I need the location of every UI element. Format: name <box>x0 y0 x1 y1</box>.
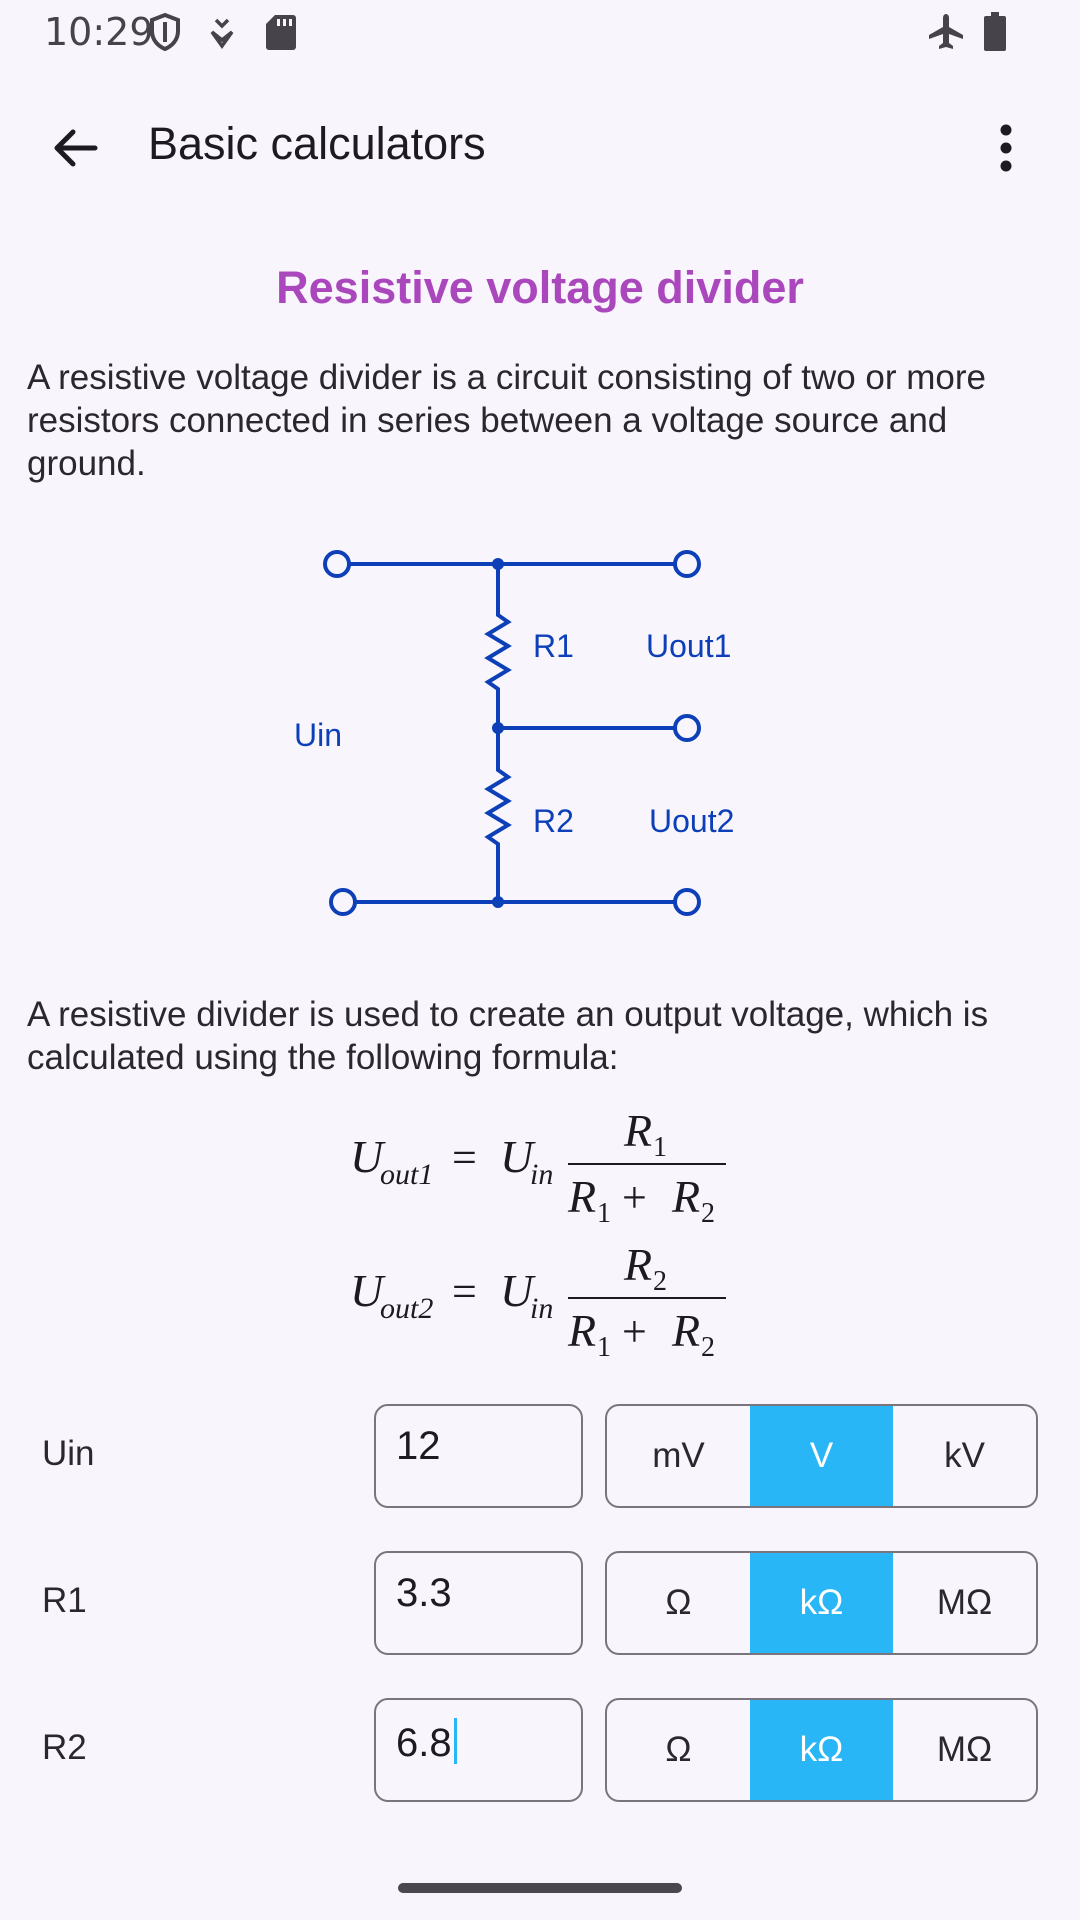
text-cursor <box>454 1718 457 1764</box>
r2-input[interactable] <box>374 1698 583 1802</box>
svg-text:U: U <box>500 1265 534 1316</box>
status-bar <box>0 0 1080 64</box>
uin-row <box>0 1404 1080 1508</box>
download-icon <box>208 16 236 55</box>
svg-text:U: U <box>350 1265 384 1316</box>
sd-card-icon <box>266 14 296 55</box>
svg-text:R: R <box>624 1239 653 1290</box>
formula-uout1 <box>340 1105 760 1229</box>
unit-v-button[interactable]: V <box>750 1406 893 1506</box>
circuit-label-r1: R1 <box>533 628 574 664</box>
r1-unit-mohm-button[interactable]: MΩ <box>936 1583 993 1622</box>
r1-unit-kohm-button[interactable]: kΩ <box>750 1553 893 1653</box>
svg-text:R: R <box>568 1171 597 1222</box>
more-options-button[interactable] <box>976 114 1036 182</box>
circuit-diagram <box>294 530 780 930</box>
circuit-label-uout1: Uout1 <box>646 628 732 664</box>
r2-unit-mohm-button[interactable]: MΩ <box>936 1730 993 1769</box>
svg-text:2: 2 <box>653 1266 667 1297</box>
svg-text:in: in <box>530 1158 554 1191</box>
r2-value: 6.8 <box>396 1721 452 1765</box>
status-time: 10:29 <box>44 10 154 54</box>
uin-input[interactable] <box>374 1404 583 1508</box>
r1-input[interactable] <box>374 1551 583 1655</box>
shield-icon <box>148 12 182 57</box>
svg-text:R: R <box>568 1305 597 1356</box>
svg-text:2: 2 <box>701 1198 715 1229</box>
arrow-left-icon <box>51 128 99 168</box>
r2-unit-selector <box>605 1698 1038 1802</box>
formula-uout2 <box>340 1239 760 1363</box>
unit-kv-button[interactable]: kV <box>944 1436 985 1475</box>
unit-mv-button[interactable]: mV <box>652 1436 705 1475</box>
r2-unit-kohm-button[interactable]: kΩ <box>750 1700 893 1800</box>
svg-text:R: R <box>672 1305 701 1356</box>
r1-label: R1 <box>42 1581 87 1620</box>
r1-row <box>0 1551 1080 1655</box>
terminal-uout2-bottom <box>675 890 699 914</box>
battery-icon <box>984 12 1006 57</box>
svg-text:+: + <box>622 1307 647 1356</box>
r1-unit-ohm-button[interactable]: Ω <box>665 1583 692 1622</box>
svg-text:out2: out2 <box>380 1292 434 1325</box>
back-button[interactable] <box>40 118 110 178</box>
more-vertical-icon <box>999 124 1013 172</box>
gesture-nav-handle[interactable] <box>398 1883 682 1893</box>
circuit-label-uin: Uin <box>294 717 343 753</box>
r2-unit-ohm-button[interactable]: Ω <box>665 1730 692 1769</box>
svg-text:1: 1 <box>597 1332 611 1363</box>
airplane-icon <box>926 12 966 57</box>
svg-text:in: in <box>530 1292 554 1325</box>
terminal-uin-bottom <box>331 890 355 914</box>
svg-text:=: = <box>452 1267 477 1316</box>
r2-row <box>0 1698 1080 1802</box>
circuit-label-r2: R2 <box>533 803 574 839</box>
app-bar-title: Basic calculators <box>148 118 486 169</box>
svg-text:U: U <box>350 1131 384 1182</box>
svg-text:1: 1 <box>597 1198 611 1229</box>
terminal-uout-mid <box>675 716 699 740</box>
circuit-label-uout2: Uout2 <box>649 803 735 839</box>
svg-text:R: R <box>672 1171 701 1222</box>
page-title: Resistive voltage divider <box>276 262 804 313</box>
svg-text:U: U <box>500 1131 534 1182</box>
uin-value: 12 <box>396 1424 441 1468</box>
r1-value: 3.3 <box>396 1571 452 1615</box>
svg-text:=: = <box>452 1133 477 1182</box>
formula-intro-text: A resistive divider is used to create an output voltage, which is calculated using the following formula: <box>27 995 989 1077</box>
svg-text:R: R <box>624 1105 653 1156</box>
terminal-uout1-top <box>675 552 699 576</box>
uin-label: Uin <box>42 1434 95 1473</box>
terminal-uin-top <box>325 552 349 576</box>
r2-label: R2 <box>42 1728 87 1767</box>
intro-text: A resistive voltage divider is a circuit consisting of two or more resistors connected in series between a voltage source and ground. <box>27 358 986 483</box>
svg-text:+: + <box>622 1173 647 1222</box>
app-bar <box>0 100 1080 196</box>
svg-text:out1: out1 <box>380 1158 434 1191</box>
svg-text:2: 2 <box>701 1332 715 1363</box>
r1-unit-selector <box>605 1551 1038 1655</box>
uin-unit-selector <box>605 1404 1038 1508</box>
svg-text:1: 1 <box>653 1132 667 1163</box>
